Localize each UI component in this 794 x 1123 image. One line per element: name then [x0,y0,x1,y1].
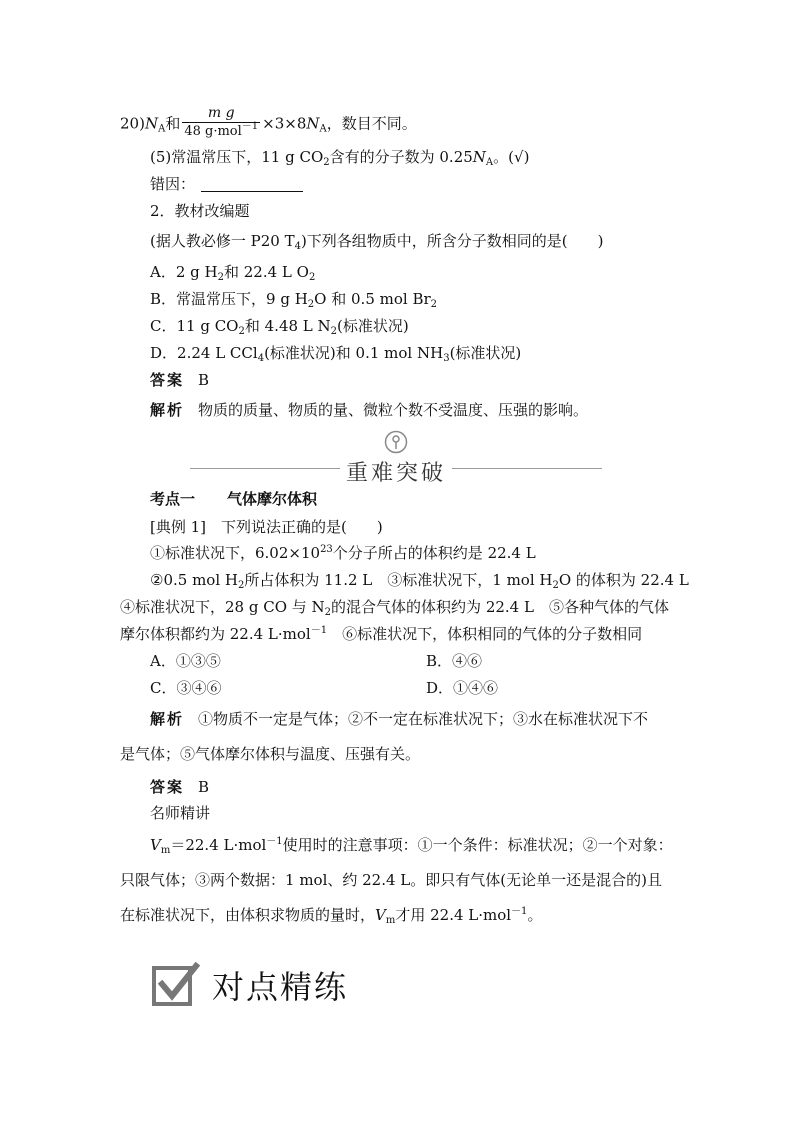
analysis-1: 解析 物质的质量、物质的量、微粒个数不受温度、压强的影响。 [150,401,589,419]
answer-blank [201,176,303,192]
option-d: D．2.24 L CCl$_4$(标准状况)和 0.1 mol $NH_3$(标准状况) [150,344,522,364]
statement-2-3: ②0.5 mol $H_2$所占体积为 11.2 L ③标准状况下，1 mol $H_2O$ 的体积为 22.4 L [150,571,689,591]
option-a: A．2 g $H_2$和 22.4 L $O_2$ [150,263,316,283]
answer-1: 答案 B [150,371,210,389]
error-reason: 错因： [150,174,303,194]
statement-5-6: 摩尔体积都约为 22.4 L·mol$^{-1}$ ⑥标准状况下，体积相同的气体的分子数相同 [120,625,643,643]
choice-c: C．③④⑥ [150,679,222,697]
banner-title: 重难突破 [190,456,602,487]
question-2-title: 2．教材改编题 [150,202,250,220]
vm-line-2: 只限气体；③两个数据：1 mol、约 22.4 L。即只有气体(无论单一还是混合的)且 [120,871,662,889]
example-1-title: [典例 1] 下列说法正确的是( ) [150,518,383,536]
mingshi-heading: 名师精讲 [150,804,211,822]
option-c: C．11 g $CO_2$和 4.48 L $N_2$(标准状况) [150,317,409,337]
section-title: 对点精练 [212,968,349,1006]
question-2-stem: (据人教必修一 P20 $T_4$)下列各组物质中，所含分子数相同的是( ) [150,232,604,252]
fraction-line: $20)N_A$和 $\frac{\text{m g}}{48 g\cdot mol^{-1}}$ $\times 3\times 8N_A$，数目不同。 [120,105,417,139]
kaodian-heading: 考点一 气体摩尔体积 [150,490,318,508]
vm-line-3: 在标准状况下，由体积求物质的量时，$V_m$才用 22.4 L·mol$^{-1}$。 [120,906,543,926]
choice-d: D．①④⑥ [426,679,499,697]
checkbox-icon [152,962,200,1006]
analysis-2-line-1: 解析 ①物质不一定是气体；②不一定在标准状况下；③水在标准状况下不 [150,710,649,728]
fraction: $\frac{\text{m g}}{48 g\cdot mol^{-1}}$ [184,105,259,139]
statement-5: (5)常温常压下，11 g $CO_2$含有的分子数为 $0.25N_A$。(√) [150,148,530,168]
statement-4-5: ④标准状况下，28 g CO 与 $N_2$的混合气体的体积约为 22.4 L ⑤各种气体的气体 [120,598,669,618]
choice-b: B．④⑥ [426,652,483,670]
option-b: B．常温常压下，9 g $H_2O$ 和 0.5 mol $Br_2$ [150,290,438,310]
section-banner [190,430,602,484]
statement-1: ①标准状况下，$6.02\times 10^{23}$个分子所占的体积约是 22.4 L [150,544,536,562]
pin-icon [384,430,408,454]
analysis-2-line-2: 是气体；⑤气体摩尔体积与温度、压强有关。 [120,745,421,763]
choice-a: A．①③⑤ [150,652,221,670]
answer-2: 答案 B [150,778,210,796]
vm-line-1: $V_m=22.4$ L·mol$^{-1}$使用时的注意事项：①一个条件：标准状况；②一个对象： [150,836,673,856]
